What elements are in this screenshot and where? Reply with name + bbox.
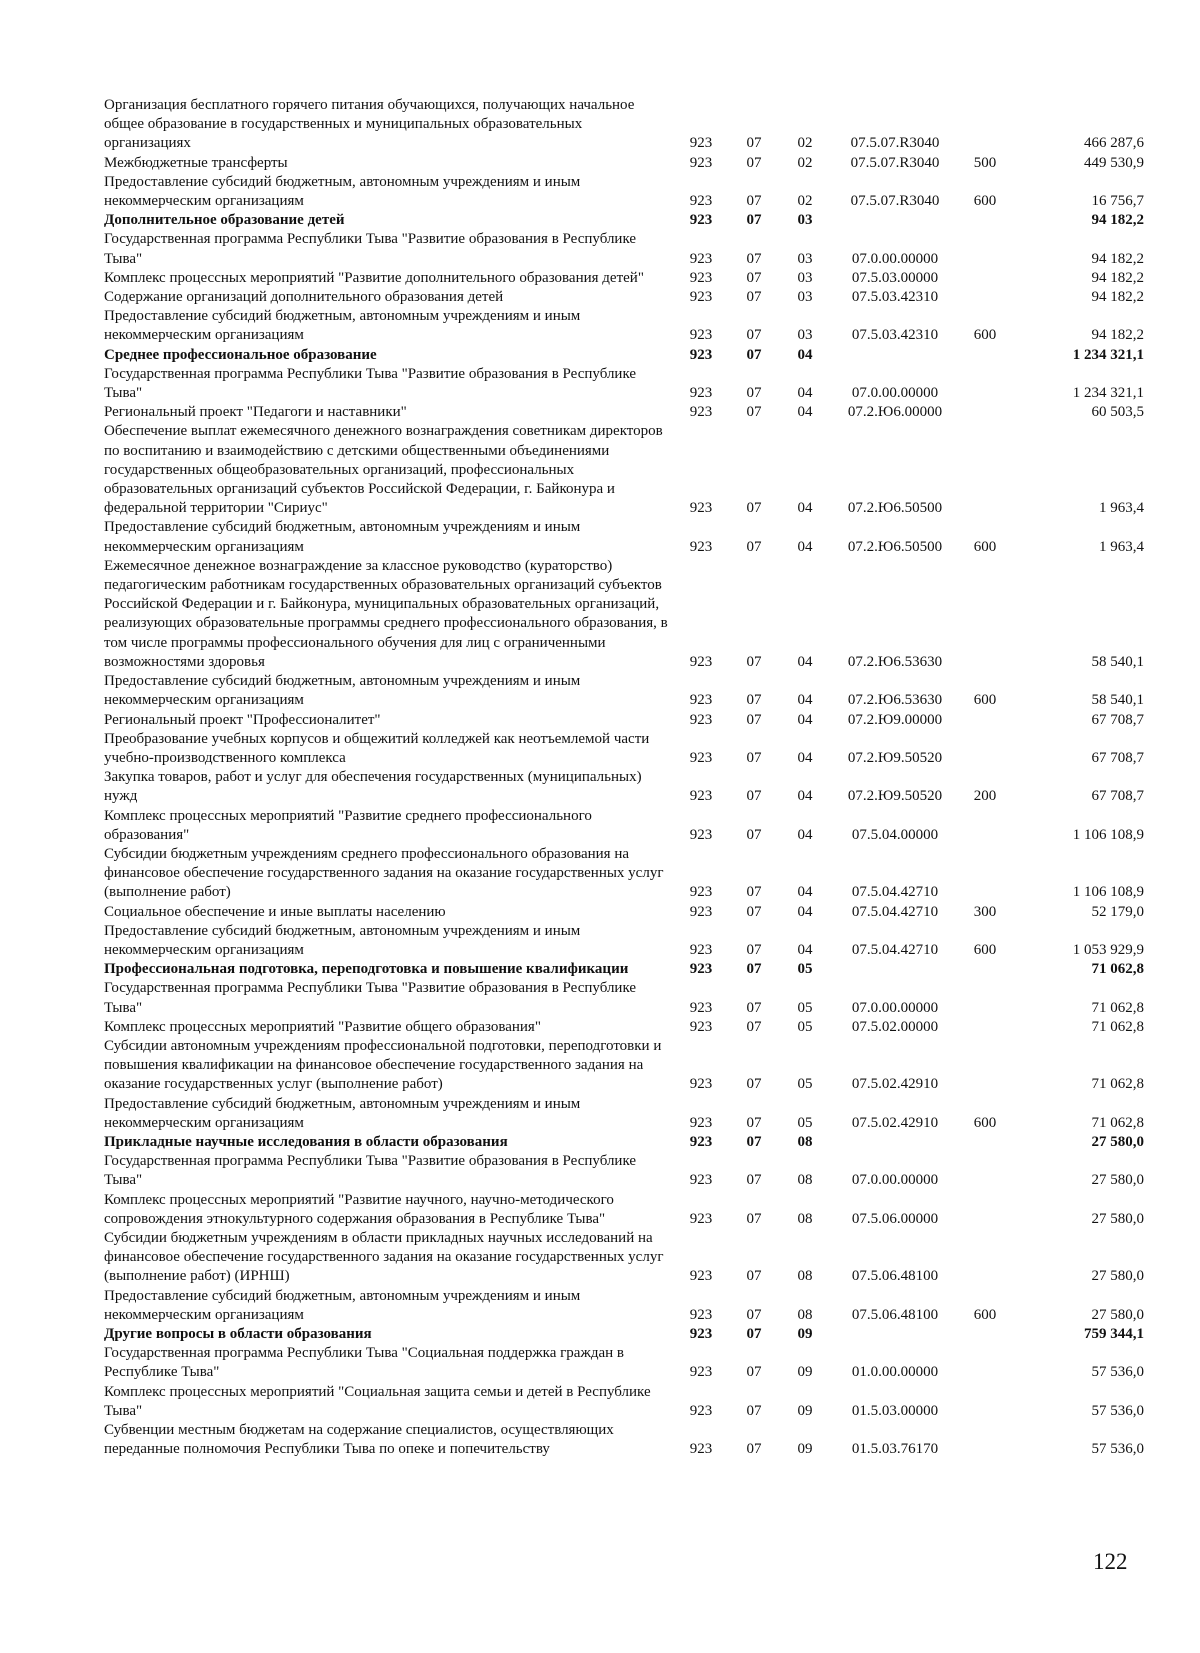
row-cs: 07.5.06.48100	[851, 1306, 939, 1323]
row-rz: 07	[746, 289, 762, 306]
row-pr: 05	[797, 1076, 813, 1093]
row-sum: 27 580,0	[1091, 1306, 1144, 1323]
table-row	[104, 845, 1144, 903]
row-vr	[960, 845, 1010, 903]
row-cs: 07.5.02.42910	[851, 1076, 939, 1093]
row-gr: 923	[689, 1076, 713, 1093]
row-pr: 04	[797, 692, 813, 709]
row-rz: 07	[746, 961, 762, 978]
row-sum: 466 287,6	[1084, 135, 1144, 152]
row-sum: 71 062,8	[1091, 999, 1144, 1016]
row-vr	[960, 1037, 1010, 1095]
row-vr: 600	[973, 538, 997, 555]
table-row	[104, 518, 1144, 556]
row-sum: 94 182,2	[1091, 269, 1144, 286]
row-name: Преобразование учебных корпусов и общежитий колледжей как неотъемлемой части учебно-производственного комплекса	[104, 730, 650, 766]
table-row	[104, 288, 1144, 307]
row-sum: 1 106 108,9	[1072, 826, 1144, 843]
row-rz: 07	[746, 346, 762, 363]
row-rz: 07	[746, 1402, 762, 1419]
row-vr	[960, 1383, 1010, 1421]
row-vr	[960, 1018, 1010, 1037]
row-vr	[960, 730, 1010, 768]
row-pr: 04	[797, 385, 813, 402]
row-gr: 923	[689, 289, 713, 306]
table-row	[104, 1133, 1144, 1152]
row-name: Предоставление субсидий бюджетным, автономным учреждениям и иным некоммерческим организациям	[104, 308, 581, 344]
row-name: Предоставление субсидий бюджетным, автономным учреждениям и иным некоммерческим организациям	[104, 1287, 581, 1323]
row-cs: 07.2.Ю6.53630	[847, 692, 943, 709]
row-gr: 923	[689, 538, 713, 555]
row-pr: 04	[797, 749, 813, 766]
table-row	[104, 979, 1144, 1017]
row-rz: 07	[746, 538, 762, 555]
row-cs: 07.5.07.R3040	[850, 193, 940, 210]
row-vr	[960, 422, 1010, 518]
row-pr: 05	[797, 961, 813, 978]
row-gr: 923	[689, 1402, 713, 1419]
row-sum: 1 106 108,9	[1072, 884, 1144, 901]
row-cs	[830, 211, 960, 230]
row-pr: 04	[797, 941, 813, 958]
row-name: Государственная программа Республики Тыва "Развитие образования в Республике Тыва"	[104, 1153, 637, 1189]
row-name: Обеспечение выплат ежемесячного денежного вознаграждения советникам директоров по воспитанию и взаимодействию с детскими общественными объединениями государственных общеобразовательных организаций, профессиональных образовательных организаций субъектов Российской Федерации, г. Байконура и федеральной территории "Сириус"	[104, 423, 663, 517]
row-gr: 923	[689, 193, 713, 210]
row-rz: 07	[746, 1326, 762, 1342]
row-cs: 07.5.02.42910	[851, 1114, 939, 1131]
row-gr: 923	[689, 1326, 713, 1342]
row-gr: 923	[689, 269, 713, 286]
row-pr: 03	[797, 212, 813, 229]
row-pr: 05	[797, 1114, 813, 1131]
row-cs: 07.5.04.00000	[851, 826, 939, 843]
row-gr: 923	[689, 1114, 713, 1131]
row-sum: 71 062,8	[1091, 1114, 1144, 1131]
row-pr: 04	[797, 903, 813, 920]
row-name: Закупка товаров, работ и услуг для обеспечения государственных (муниципальных) нужд	[104, 769, 642, 805]
row-cs: 07.0.00.00000	[851, 999, 939, 1016]
row-rz: 07	[746, 903, 762, 920]
table-row	[104, 1344, 1144, 1382]
row-rz: 07	[746, 1018, 762, 1035]
row-sum: 67 708,7	[1091, 711, 1144, 728]
row-rz: 07	[746, 193, 762, 210]
row-sum: 759 344,1	[1084, 1326, 1144, 1342]
row-vr	[960, 1344, 1010, 1382]
row-sum: 94 182,2	[1091, 327, 1144, 344]
row-name: Государственная программа Республики Тыва "Социальная поддержка граждан в Республике Тыва"	[104, 1345, 624, 1381]
row-pr: 02	[797, 135, 813, 152]
row-cs: 07.0.00.00000	[851, 385, 939, 402]
row-name: Социальное обеспечение и иные выплаты населению	[104, 903, 446, 920]
row-sum: 94 182,2	[1091, 212, 1144, 229]
row-rz: 07	[746, 1268, 762, 1285]
table-row	[104, 1421, 1144, 1459]
row-vr	[960, 960, 1010, 979]
row-cs: 07.5.04.42710	[851, 941, 939, 958]
row-vr	[960, 1421, 1010, 1459]
row-sum: 67 708,7	[1091, 788, 1144, 805]
row-cs	[830, 346, 960, 365]
row-vr	[960, 365, 1010, 403]
row-sum: 94 182,2	[1091, 289, 1144, 306]
row-rz: 07	[746, 500, 762, 517]
row-vr	[960, 1229, 1010, 1287]
table-row	[104, 807, 1144, 845]
row-pr: 05	[797, 999, 813, 1016]
row-pr: 02	[797, 193, 813, 210]
table-row	[104, 1095, 1144, 1133]
row-vr	[960, 1191, 1010, 1229]
row-gr: 923	[689, 788, 713, 805]
table-row	[104, 154, 1144, 173]
row-vr: 300	[973, 903, 997, 920]
row-name: Содержание организаций дополнительного образования детей	[104, 289, 504, 306]
row-name: Государственная программа Республики Тыва "Развитие образования в Республике Тыва"	[104, 980, 637, 1016]
row-sum: 94 182,2	[1091, 250, 1144, 267]
table-row	[104, 768, 1144, 806]
row-vr	[960, 269, 1010, 288]
row-sum: 449 530,9	[1084, 154, 1144, 171]
row-name: Предоставление субсидий бюджетным, автономным учреждениям и иным некоммерческим организациям	[104, 173, 581, 210]
row-vr: 200	[973, 788, 997, 805]
row-sum: 1 234 321,1	[1072, 385, 1144, 402]
row-name: Региональный проект "Педагоги и наставники"	[104, 404, 407, 421]
row-name: Межбюджетные трансферты	[104, 154, 288, 171]
row-gr: 923	[689, 500, 713, 517]
row-sum: 58 540,1	[1091, 692, 1144, 709]
row-vr	[960, 1152, 1010, 1190]
row-rz: 07	[746, 884, 762, 901]
table-row	[104, 1037, 1144, 1095]
row-name: Другие вопросы в области образования	[104, 1326, 372, 1342]
row-cs: 07.5.04.42710	[851, 903, 939, 920]
row-sum: 52 179,0	[1091, 903, 1144, 920]
table-row	[104, 1191, 1144, 1229]
row-rz: 07	[746, 404, 762, 421]
row-rz: 07	[746, 1364, 762, 1381]
row-name: Субсидии бюджетным учреждениям в области прикладных научных исследований на финансовое обеспечение государственного задания на оказание государственных услуг (выполнение работ) (ИРНШ)	[104, 1229, 664, 1285]
row-gr: 923	[689, 404, 713, 421]
row-vr	[960, 230, 1010, 268]
row-rz: 07	[746, 327, 762, 344]
row-vr: 600	[973, 941, 997, 958]
row-sum: 1 234 321,1	[1072, 346, 1144, 363]
row-vr	[960, 346, 1010, 365]
table-row	[104, 403, 1144, 422]
row-name: Предоставление субсидий бюджетным, автономным учреждениям и иным некоммерческим организациям	[104, 519, 581, 555]
row-cs: 07.5.03.00000	[851, 269, 939, 286]
row-pr: 04	[797, 826, 813, 843]
row-rz: 07	[746, 1210, 762, 1227]
row-vr	[960, 557, 1010, 672]
row-rz: 07	[746, 1114, 762, 1131]
table-row	[104, 922, 1144, 960]
table-row	[104, 307, 1144, 345]
row-sum: 1 963,4	[1099, 500, 1144, 517]
row-pr: 04	[797, 788, 813, 805]
row-cs: 01.5.03.76170	[851, 1441, 939, 1458]
table-row	[104, 211, 1144, 230]
table-row	[104, 730, 1144, 768]
row-pr: 04	[797, 538, 813, 555]
row-name: Государственная программа Республики Тыва "Развитие образования в Республике Тыва"	[104, 231, 637, 267]
row-name: Субсидии бюджетным учреждениям среднего профессионального образования на финансовое обеспечение государственного задания на оказание государственных услуг (выполнение работ)	[104, 845, 664, 901]
row-pr: 05	[797, 1018, 813, 1035]
budget-table-body	[104, 96, 1144, 1459]
table-row	[104, 422, 1144, 518]
row-sum: 16 756,7	[1091, 193, 1144, 210]
row-vr	[960, 288, 1010, 307]
row-gr: 923	[689, 250, 713, 267]
row-sum: 67 708,7	[1091, 749, 1144, 766]
row-name: Субсидии автономным учреждениям профессиональной подготовки, переподготовки и повышения квалификации на финансовое обеспечение государственного задания на оказание государственных услуг (выполнение работ)	[104, 1037, 662, 1093]
row-name: Дополнительное образование детей	[104, 212, 345, 229]
row-rz: 07	[746, 826, 762, 843]
row-name: Предоставление субсидий бюджетным, автономным учреждениям и иным некоммерческим организациям	[104, 922, 581, 958]
row-vr	[960, 211, 1010, 230]
row-sum: 27 580,0	[1091, 1210, 1144, 1227]
row-gr: 923	[689, 999, 713, 1016]
row-gr: 923	[689, 1210, 713, 1227]
row-pr: 04	[797, 500, 813, 517]
row-rz: 07	[746, 653, 762, 670]
row-cs: 07.5.04.42710	[851, 884, 939, 901]
row-gr: 923	[689, 346, 713, 363]
row-rz: 07	[746, 749, 762, 766]
row-rz: 07	[746, 941, 762, 958]
row-vr: 600	[973, 692, 997, 709]
row-cs: 07.2.Ю6.50500	[847, 500, 943, 517]
row-gr: 923	[689, 1018, 713, 1035]
row-pr: 08	[797, 1210, 813, 1227]
table-row	[104, 1018, 1144, 1037]
row-sum: 27 580,0	[1091, 1268, 1144, 1285]
row-vr	[960, 807, 1010, 845]
row-cs: 01.5.03.00000	[851, 1402, 939, 1419]
row-vr: 600	[973, 193, 997, 210]
row-cs: 07.5.07.R3040	[850, 154, 940, 171]
row-name: Комплекс процессных мероприятий "Социальная защита семьи и детей в Республике Тыва"	[104, 1383, 651, 1419]
row-rz: 07	[746, 692, 762, 709]
row-gr: 923	[689, 903, 713, 920]
table-row	[104, 1152, 1144, 1190]
row-pr: 03	[797, 250, 813, 267]
row-sum: 57 536,0	[1091, 1364, 1144, 1381]
row-sum: 71 062,8	[1091, 1018, 1144, 1035]
row-pr: 04	[797, 711, 813, 728]
row-gr: 923	[689, 1306, 713, 1323]
row-name: Профессиональная подготовка, переподготовка и повышение квалификации	[104, 961, 629, 978]
row-pr: 08	[797, 1172, 813, 1189]
row-name: Среднее профессиональное образование	[104, 346, 377, 363]
row-pr: 04	[797, 653, 813, 670]
row-pr: 09	[797, 1402, 813, 1419]
row-name: Комплекс процессных мероприятий "Развитие научного, научно-методического сопровождения этнокультурного содержания образования в Республике Тыва"	[104, 1191, 614, 1227]
table-row	[104, 96, 1144, 154]
row-rz: 07	[746, 999, 762, 1016]
row-rz: 07	[746, 1441, 762, 1458]
budget-table	[104, 96, 1144, 1459]
row-pr: 03	[797, 269, 813, 286]
row-pr: 09	[797, 1326, 813, 1342]
row-cs	[830, 960, 960, 979]
row-pr: 04	[797, 346, 813, 363]
row-gr: 923	[689, 1172, 713, 1189]
row-cs	[830, 1325, 960, 1344]
table-row	[104, 1287, 1144, 1325]
row-gr: 923	[689, 135, 713, 152]
row-cs: 07.2.Ю9.00000	[847, 711, 943, 728]
row-sum: 27 580,0	[1091, 1133, 1144, 1150]
row-name: Комплекс процессных мероприятий "Развитие среднего профессионального образования"	[104, 807, 592, 843]
table-row	[104, 365, 1144, 403]
table-row	[104, 711, 1144, 730]
row-gr: 923	[689, 1268, 713, 1285]
row-gr: 923	[689, 327, 713, 344]
row-name: Региональный проект "Профессионалитет"	[104, 711, 381, 728]
row-cs: 07.0.00.00000	[851, 250, 939, 267]
row-name: Организация бесплатного горячего питания обучающихся, получающих начальное общее образование в государственных и муниципальных образовательных организациях	[104, 97, 635, 152]
row-rz: 07	[746, 1076, 762, 1093]
row-name: Субвенции местным бюджетам на содержание специалистов, осуществляющих переданные полномочия Республики Тыва по опеке и попечительству	[104, 1422, 614, 1458]
row-pr: 08	[797, 1133, 813, 1150]
row-cs: 07.2.Ю6.50500	[847, 538, 943, 555]
row-gr: 923	[689, 1441, 713, 1458]
row-sum: 57 536,0	[1091, 1402, 1144, 1419]
row-gr: 923	[689, 692, 713, 709]
row-vr: 600	[973, 327, 997, 344]
row-cs: 01.0.00.00000	[851, 1364, 939, 1381]
row-name: Предоставление субсидий бюджетным, автономным учреждениям и иным некоммерческим организациям	[104, 1095, 581, 1131]
row-vr: 600	[973, 1306, 997, 1323]
row-vr	[960, 1325, 1010, 1344]
table-row	[104, 1383, 1144, 1421]
row-vr	[960, 403, 1010, 422]
row-rz: 07	[746, 135, 762, 152]
row-rz: 07	[746, 1172, 762, 1189]
row-rz: 07	[746, 1306, 762, 1323]
row-gr: 923	[689, 884, 713, 901]
row-gr: 923	[689, 826, 713, 843]
row-rz: 07	[746, 269, 762, 286]
row-gr: 923	[689, 711, 713, 728]
row-name: Государственная программа Республики Тыва "Развитие образования в Республике Тыва"	[104, 365, 637, 402]
row-rz: 07	[746, 154, 762, 171]
row-pr: 08	[797, 1306, 813, 1323]
row-vr: 600	[973, 1114, 997, 1131]
row-pr: 02	[797, 154, 813, 171]
row-rz: 07	[746, 385, 762, 402]
row-name: Комплекс процессных мероприятий "Развитие общего образования"	[104, 1018, 541, 1035]
row-cs: 07.2.Ю6.53630	[847, 653, 943, 670]
row-gr: 923	[689, 749, 713, 766]
page-number: 122	[1093, 1549, 1128, 1574]
row-vr: 500	[973, 154, 997, 171]
row-vr	[960, 96, 1010, 154]
row-pr: 03	[797, 327, 813, 344]
table-row	[104, 173, 1144, 211]
row-rz: 07	[746, 1133, 762, 1150]
row-pr: 08	[797, 1268, 813, 1285]
table-row	[104, 346, 1144, 365]
row-sum: 27 580,0	[1091, 1172, 1144, 1189]
table-row	[104, 672, 1144, 710]
table-row	[104, 1229, 1144, 1287]
row-name: Ежемесячное денежное вознаграждение за классное руководство (кураторство) педагогическим работникам государственных образовательных организаций субъектов Российской Федерации и г. Байконура, муниципальных образовательных организаций, реализующих образовательные программы среднего профессионального образования, в том числе программы профессионального обучения для лиц с ограниченными возможностями здоровья	[104, 557, 668, 670]
row-cs	[830, 1133, 960, 1152]
row-cs: 07.5.02.00000	[851, 1018, 939, 1035]
row-vr	[960, 711, 1010, 730]
row-sum: 1 963,4	[1099, 538, 1144, 555]
row-rz: 07	[746, 250, 762, 267]
row-name: Прикладные научные исследования в области образования	[104, 1133, 508, 1150]
row-rz: 07	[746, 711, 762, 728]
row-cs: 07.2.Ю9.50520	[847, 788, 943, 805]
row-vr	[960, 979, 1010, 1017]
row-gr: 923	[689, 385, 713, 402]
row-name: Предоставление субсидий бюджетным, автономным учреждениям и иным некоммерческим организациям	[104, 673, 581, 709]
row-sum: 1 053 929,9	[1072, 941, 1144, 958]
row-cs: 07.5.03.42310	[851, 327, 939, 344]
table-row	[104, 557, 1144, 672]
row-cs: 07.5.03.42310	[851, 289, 939, 306]
row-sum: 71 062,8	[1091, 961, 1144, 978]
row-gr: 923	[689, 212, 713, 229]
table-row	[104, 960, 1144, 979]
row-gr: 923	[689, 154, 713, 171]
row-pr: 04	[797, 884, 813, 901]
row-gr: 923	[689, 1364, 713, 1381]
row-cs: 07.5.06.48100	[851, 1268, 939, 1285]
row-cs: 07.2.Ю9.50520	[847, 749, 943, 766]
row-cs: 07.5.07.R3040	[850, 135, 940, 152]
row-sum: 58 540,1	[1091, 653, 1144, 670]
row-sum: 60 503,5	[1091, 404, 1144, 421]
row-vr	[960, 1133, 1010, 1152]
row-cs: 07.2.Ю6.00000	[847, 404, 943, 421]
row-sum: 57 536,0	[1091, 1441, 1144, 1458]
row-rz: 07	[746, 212, 762, 229]
row-name: Комплекс процессных мероприятий "Развитие дополнительного образования детей"	[104, 269, 644, 286]
table-row	[104, 903, 1144, 922]
table-row	[104, 269, 1144, 288]
row-pr: 04	[797, 404, 813, 421]
row-pr: 09	[797, 1441, 813, 1458]
row-rz: 07	[746, 788, 762, 805]
row-cs: 07.5.06.00000	[851, 1210, 939, 1227]
row-gr: 923	[689, 961, 713, 978]
row-sum: 71 062,8	[1091, 1076, 1144, 1093]
row-gr: 923	[689, 941, 713, 958]
row-gr: 923	[689, 1133, 713, 1150]
row-pr: 09	[797, 1364, 813, 1381]
row-gr: 923	[689, 653, 713, 670]
table-row	[104, 230, 1144, 268]
table-row	[104, 1325, 1144, 1344]
row-pr: 03	[797, 289, 813, 306]
row-cs: 07.0.00.00000	[851, 1172, 939, 1189]
